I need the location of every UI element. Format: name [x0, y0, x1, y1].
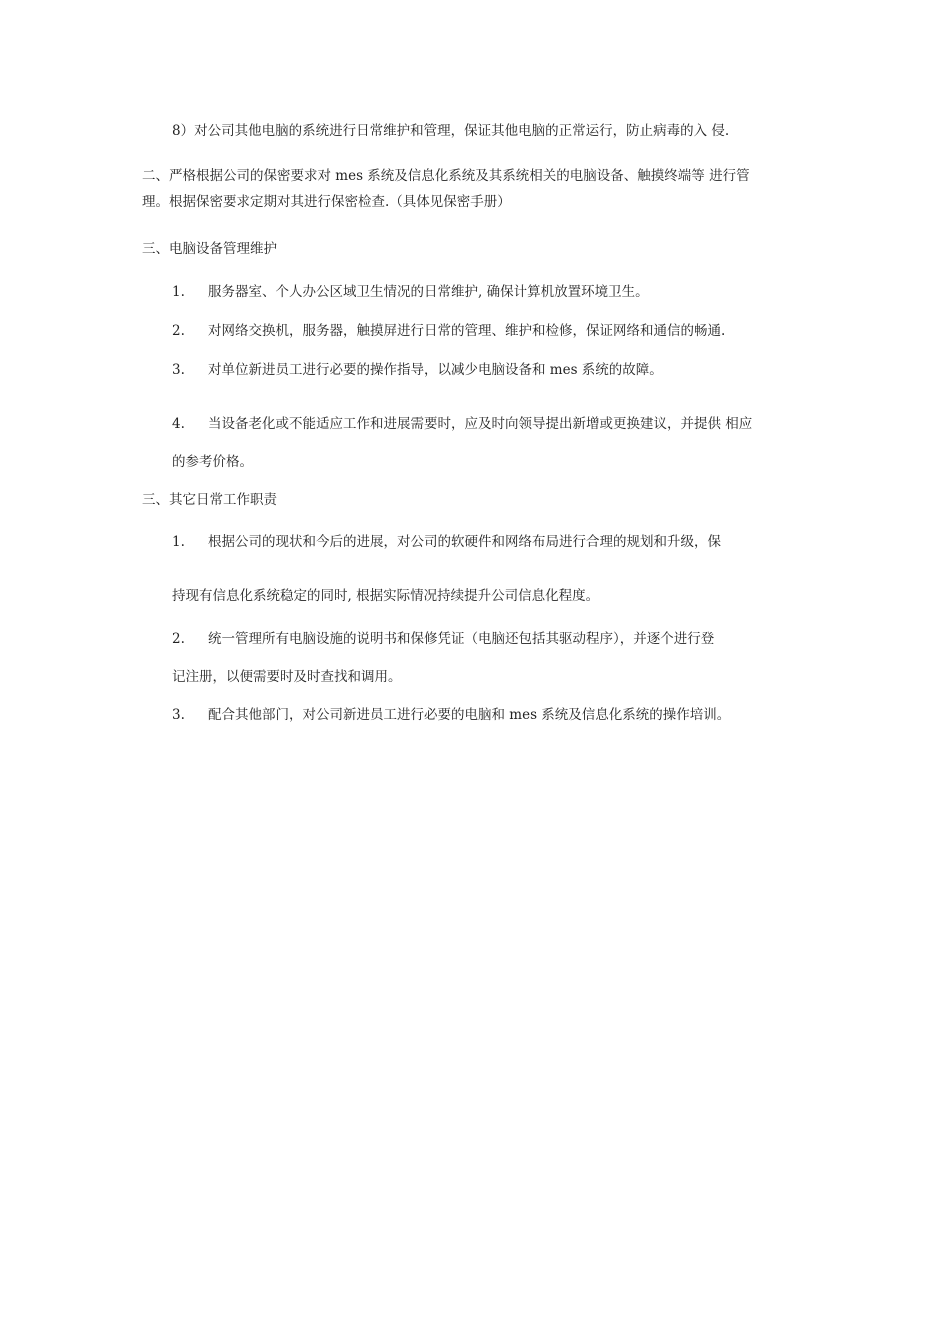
- list-item-number: 4.: [172, 416, 185, 432]
- list-item-continuation: 的参考价格。: [172, 454, 253, 470]
- list-item-text: 配合其他部门，对公司新进员工进行必要的电脑和 mes 系统及信息化系统的操作培训。: [208, 707, 731, 723]
- list-item-number: 1.: [172, 534, 185, 550]
- section-3a-heading: 三、电脑设备管理维护: [142, 241, 277, 257]
- item-8-text: 8）对公司其他电脑的系统进行日常维护和管理，保证其他电脑的正常运行，防止病毒的入 侵.: [172, 123, 730, 139]
- list-item-continuation: 记注册，以便需要时及时查找和调用。: [172, 669, 402, 685]
- list-item-continuation: 持现有信息化系统稳定的同时, 根据实际情况持续提升公司信息化程度。: [172, 588, 600, 604]
- section-2-line-1: 二、严格根据公司的保密要求对 mes 系统及信息化系统及其系统相关的电脑设备、触摸终端等 进行管: [142, 168, 750, 184]
- list-item-text: 服务器室、个人办公区域卫生情况的日常维护, 确保计算机放置环境卫生。: [208, 284, 649, 300]
- list-item-number: 1.: [172, 284, 185, 300]
- list-item-number: 2.: [172, 631, 185, 647]
- section-2-line-2: 理。根据保密要求定期对其进行保密检查.（具体见保密手册）: [142, 194, 511, 210]
- list-item-text: 对单位新进员工进行必要的操作指导，以减少电脑设备和 mes 系统的故障。: [208, 362, 663, 378]
- list-item-text: 当设备老化或不能适应工作和进展需要时，应及时向领导提出新增或更换建议，并提供 相应: [208, 416, 753, 432]
- section-3b-heading: 三、其它日常工作职责: [142, 492, 277, 508]
- list-item-number: 3.: [172, 707, 185, 723]
- list-item-text: 根据公司的现状和今后的进展，对公司的软硬件和网络布局进行合理的规划和升级，保: [208, 534, 721, 550]
- list-item-text: 对网络交换机，服务器，触摸屏进行日常的管理、维护和检修，保证网络和通信的畅通.: [208, 323, 726, 339]
- list-item-number: 2.: [172, 323, 185, 339]
- list-item-text: 统一管理所有电脑设施的说明书和保修凭证（电脑还包括其驱动程序），并逐个进行登: [208, 631, 715, 647]
- list-item-number: 3.: [172, 362, 185, 378]
